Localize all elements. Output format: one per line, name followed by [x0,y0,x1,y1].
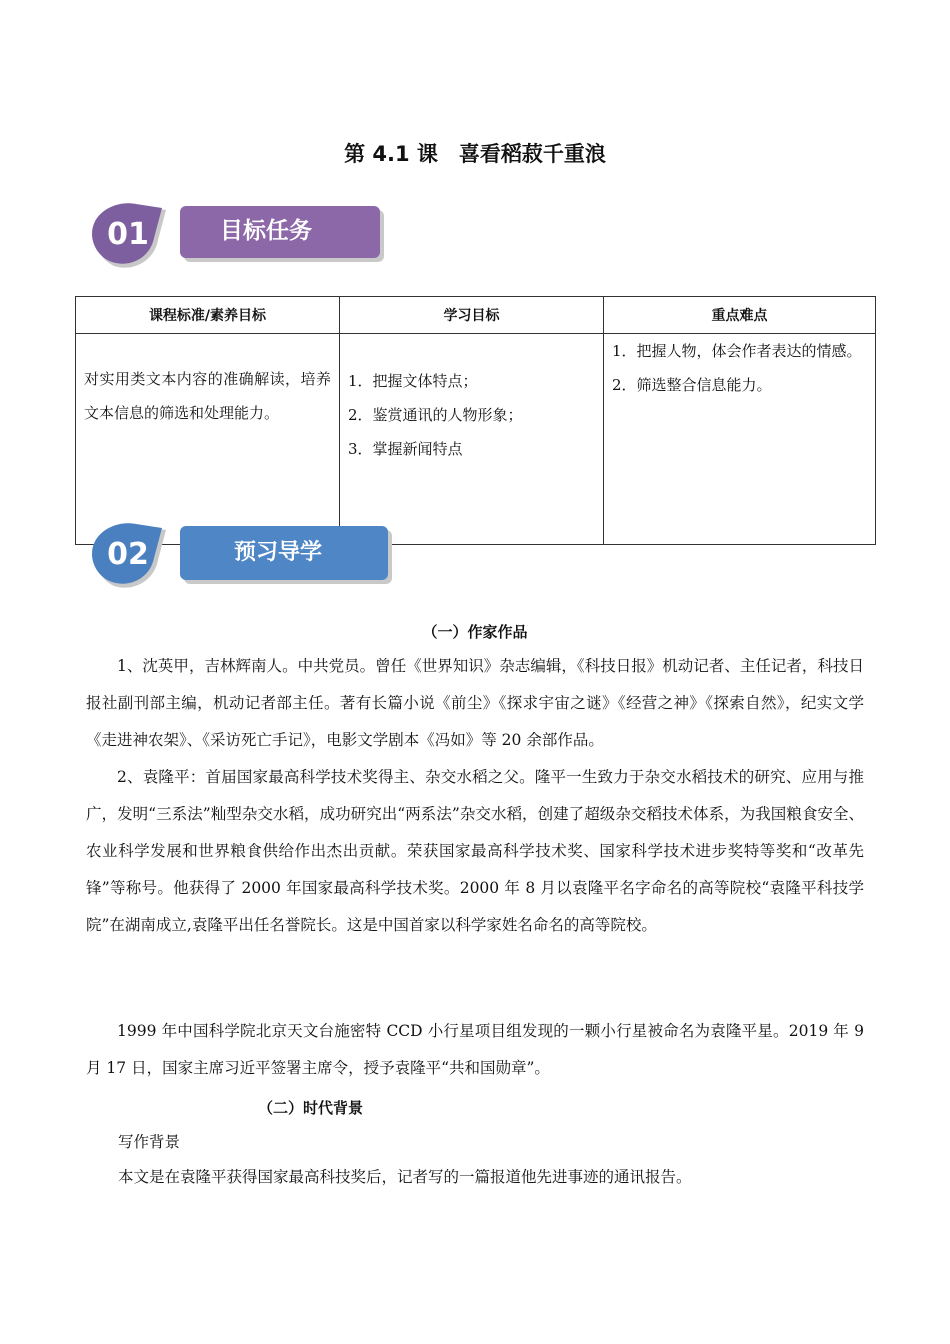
badge-number: 02 [107,537,149,572]
section-heading: （一）作家作品 [422,623,528,641]
list-item: 3．掌握新闻特点 [348,440,463,458]
table-cell-objectives [340,334,604,545]
subheading: 写作背景 [118,1133,181,1151]
goals-table [75,296,876,545]
badge-label: 目标任务 [220,218,312,244]
paragraph-background: 本文是在袁隆平获得国家最高科技奖后，记者写的一篇报道他先进事迹的通讯报告。 [118,1168,692,1186]
table-header: 学习目标 [340,297,604,334]
paragraph-yuan: 2、袁隆平：首届国家最高科学技术奖得主、杂交水稻之父。隆平一生致力于杂交水稻技术的研究、应用与推广，发明“三系法”籼型杂交水稻，成功研究出“两系法”杂交水稻，创建了超级杂交稻技术体系，为我国粮食安全、农业科学发展和世界粮食供给作出杰出贡献。荣获国家最高科学技术奖、国家科学技术进步奖特等奖和“改革先锋”等称号。他获得了 2000 年国家最高科学技术奖。2000 年 8 月以袁隆平名字命名的高等院校“袁隆平科技学院”在湖南成立,袁隆平出任名誉院长。这是中国首家以科学家姓名命名的高等院校。 [86,768,864,934]
table-row [76,334,876,545]
table-cell-keypoints [604,334,876,545]
badge-label: 预习导学 [233,540,323,565]
list-item: 1．把握文体特点； [348,372,478,390]
badge-number: 01 [107,217,149,252]
table-cell-standard: 对实用类文本内容的准确解读，培养文本信息的筛选和处理能力。 [76,334,340,545]
paragraph-author: 1、沈英甲，吉林辉南人。中共党员。曾任《世界知识》杂志编辑，《科技日报》机动记者、主任记者，科技日报社副刊部主编，机动记者部主任。著有长篇小说《前尘》《探求宇宙之谜》《经营之神》《探索自然》，纪实文学《走进神农架》、《采访死亡手记》，电影文学剧本《冯如》等 20 余部作品。 [86,657,864,749]
table-header-row [76,297,876,334]
page-title: 第 4.1 课 喜看稻菽千重浪 [344,142,606,166]
table-header: 课程标准/素养目标 [76,297,340,334]
section-badge-preview [88,516,398,596]
list-item: 1．把握人物，体会作者表达的情感。 [612,342,862,360]
section-heading: （二）时代背景 [258,1099,364,1117]
list-item: 2．筛选整合信息能力。 [612,376,772,394]
table-header: 重点难点 [604,297,876,334]
paragraph-asteroid: 1999 年中国科学院北京天文台施密特 CCD 小行星项目组发现的一颗小行星被命名为袁隆平星。2019 年 9 月 17 日，国家主席习近平签署主席令，授予袁隆平“共和国勋章”。 [86,1022,864,1077]
section-badge-goals [88,200,388,274]
list-item: 2．鉴赏通讯的人物形象； [348,406,523,424]
